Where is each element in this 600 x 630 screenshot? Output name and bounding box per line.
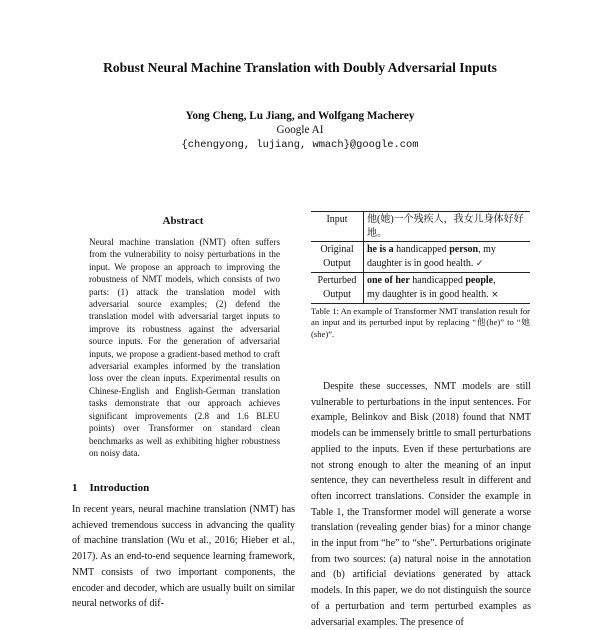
original-mid: handicapped — [393, 244, 450, 255]
section-title: Introduction — [89, 482, 150, 494]
paragraph: Despite these successes, NMT models are still vulnerable to perturbations in the input sentences. For example, Belinkov and Bisk (2018) found that NMT models can be immensely brittle to small perturbations applied to the inputs. Even if these perturbations are not strong enough to alter the meaning of an input sentence, they can nevertheless result in different and often incorrect translations. Consider the example in Table 1, the Transformer model will generate a worse translation (revealing gender bias) for a minor change in the input from “he” to “she”. Perturbations originate from two sources: (a) natural noise in the annotation and (b) artificial deviations generated by attack models. In this paper, we do not distinguish the source of a perturbation and term perturbed examples as adversarial examples. The presence of — [311, 381, 531, 628]
perturbed-label-line1: Perturbed — [317, 275, 357, 286]
section-heading-introduction — [72, 482, 149, 494]
table-row-original — [311, 242, 530, 273]
section-number: 1 — [72, 482, 78, 494]
paper-authors: Yong Cheng, Lu Jiang, and Wolfgang Macherey — [185, 110, 415, 122]
perturbed-label — [311, 273, 364, 304]
table-row-input — [311, 212, 530, 242]
paper-email: {chengyong, lujiang, wmach}@google.com — [181, 139, 419, 151]
original-output — [364, 242, 531, 273]
original-label-line1: Original — [320, 244, 354, 255]
abstract-text: Neural machine translation (NMT) often suffers from the vulnerability to noisy perturbations in the input. We propose an approach to improving the robustness of NMT models, which consists of two parts: (1) attack the translation model with adversarial source examples; (2) defend the translation model with adversarial target inputs to improve its robustness against the adversarial source inputs. For the generation of adversarial inputs, we propose a gradient-based method to craft adversarial examples informed by the translation loss over the clean inputs. Experimental results on Chinese-English and English-German translation tasks demonstrate that our approach achieves significant improvements (2.8 and 1.6 BLEU points) over Transformer on standard clean benchmarks as well as exhibiting higher robustness on noisy data. — [89, 237, 280, 458]
cross-icon: × — [491, 289, 499, 300]
table-row-perturbed — [311, 273, 530, 304]
input-label: Input — [311, 212, 364, 242]
original-bold-1: he is a — [367, 244, 394, 255]
paper-affiliation: Google AI — [276, 124, 324, 136]
original-end: , my — [478, 244, 496, 255]
perturbed-output — [364, 273, 531, 304]
perturbed-line2: my daughter is in good health. — [367, 288, 489, 300]
original-label — [311, 242, 364, 273]
table-caption: Table 1: An example of Transformer NMT translation result for an input and its perturbed input by replacing “他(he)” to “她(she)”. — [311, 306, 530, 339]
check-icon: ✓ — [475, 258, 484, 269]
perturbed-end: , — [493, 275, 496, 286]
original-line2: daughter is in good health. — [367, 257, 474, 269]
perturbed-label-line2: Output — [323, 288, 351, 300]
perturbed-mid: handicapped — [409, 275, 466, 286]
original-bold-2: person — [449, 244, 479, 255]
original-label-line2: Output — [323, 257, 351, 269]
perturbed-bold-1: one of her — [367, 275, 410, 286]
perturbed-bold-2: people — [465, 275, 494, 286]
input-text: 他(她)一个残疾人，我女儿身体好好地。 — [364, 212, 531, 242]
body-text-right — [311, 379, 531, 630]
introduction-text: In recent years, neural machine translation (NMT) has achieved tremendous success in advancing the quality of machine translation (Wu et al., 2016; Hieber et al., 2017). As an end-to-end sequence learning framework, NMT consists of two important components, the encoder and decoder, which are usually built on similar neural networks of dif- — [72, 504, 295, 610]
abstract-heading: Abstract — [162, 215, 204, 227]
example-table — [311, 211, 530, 304]
paper-title: Robust Neural Machine Translation with Doubly Adversarial Inputs — [103, 60, 497, 75]
